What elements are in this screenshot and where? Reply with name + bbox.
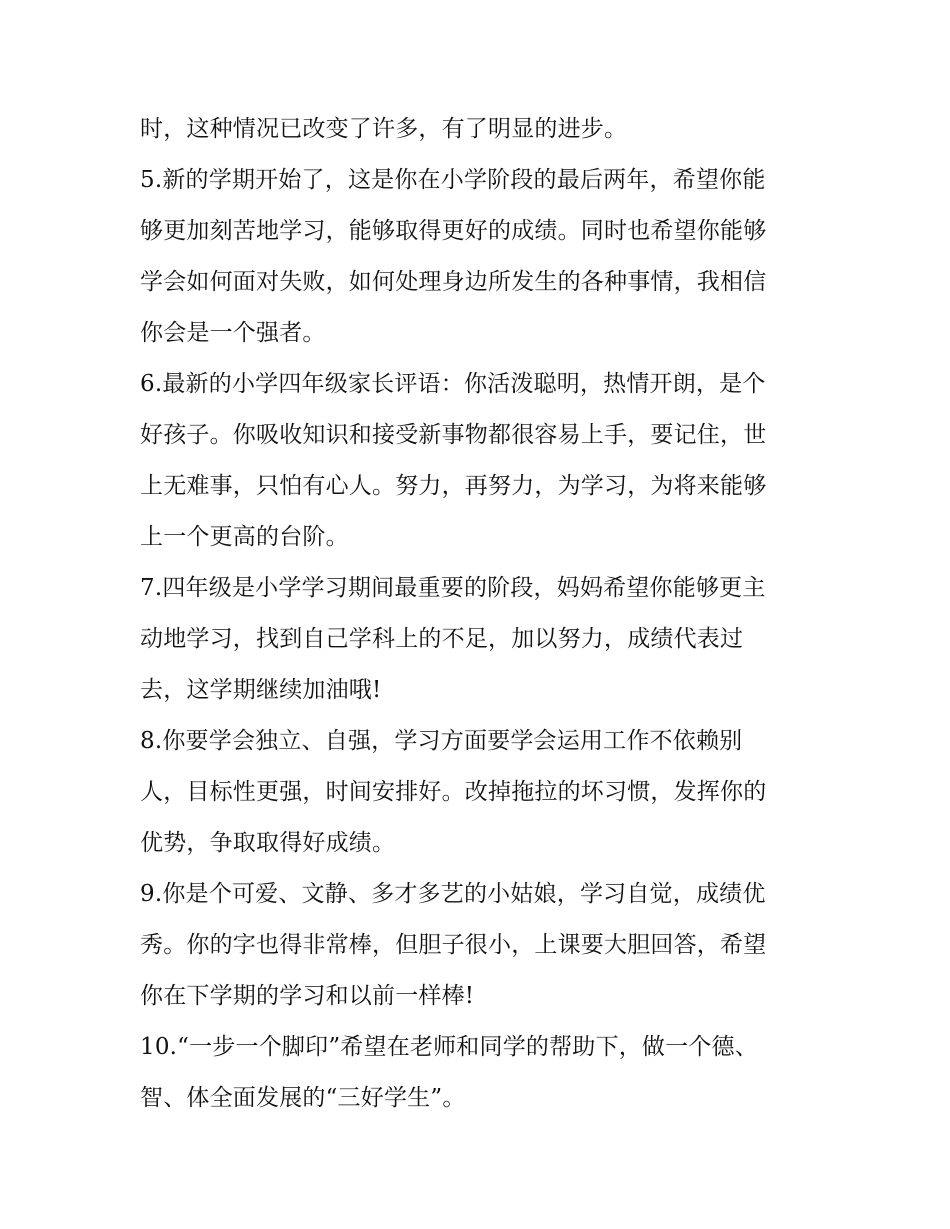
text-line: 10.“一步一个脚印”希望在老师和同学的帮助下，做一个德、 xyxy=(140,1034,758,1060)
text-line: 优势，争取取得好成绩。 xyxy=(140,830,396,856)
text-line: 动地学习，找到自己学科上的不足，加以努力，成绩代表过 xyxy=(140,626,744,652)
text-line: 9.你是个可爱、文静、多才多艺的小姑娘，学习自觉，成绩优 xyxy=(140,881,766,907)
text-line: 智、体全面发展的“三好学生”。 xyxy=(140,1085,466,1111)
text-line: 6.最新的小学四年级家长评语：你活泼聪明，热情开朗，是个 xyxy=(140,371,766,397)
text-line: 7.四年级是小学学习期间最重要的阶段，妈妈希望你能够更主 xyxy=(140,575,766,601)
text-line: 上一个更高的台阶。 xyxy=(140,524,349,550)
text-line: 秀。你的字也得非常棒，但胆子很小，上课要大胆回答，希望 xyxy=(140,932,767,958)
document-body xyxy=(140,104,820,1124)
text-line: 5.新的学期开始了，这是你在小学阶段的最后两年，希望你能 xyxy=(140,167,766,193)
text-line: 8.你要学会独立、自强，学习方面要学会运用工作不依赖别 xyxy=(140,728,743,754)
text-line: 你会是一个强者。 xyxy=(140,320,326,346)
text-line: 好孩子。你吸收知识和接受新事物都很容易上手，要记住，世 xyxy=(140,422,767,448)
text-line: 上无难事，只怕有心人。努力，再努力，为学习，为将来能够 xyxy=(140,473,767,499)
text-line: 够更加刻苦地学习，能够取得更好的成绩。同时也希望你能够 xyxy=(140,218,767,244)
text-line: 去，这学期继续加油哦! xyxy=(140,677,382,703)
text-line: 时，这种情况已改变了许多，有了明显的进步。 xyxy=(140,116,628,142)
text-line: 人，目标性更强，时间安排好。改掉拖拉的坏习惯，发挥你的 xyxy=(140,779,767,805)
text-line: 你在下学期的学习和以前一样棒! xyxy=(140,983,475,1009)
text-line: 学会如何面对失败，如何处理身边所发生的各种事情，我相信 xyxy=(140,269,767,295)
